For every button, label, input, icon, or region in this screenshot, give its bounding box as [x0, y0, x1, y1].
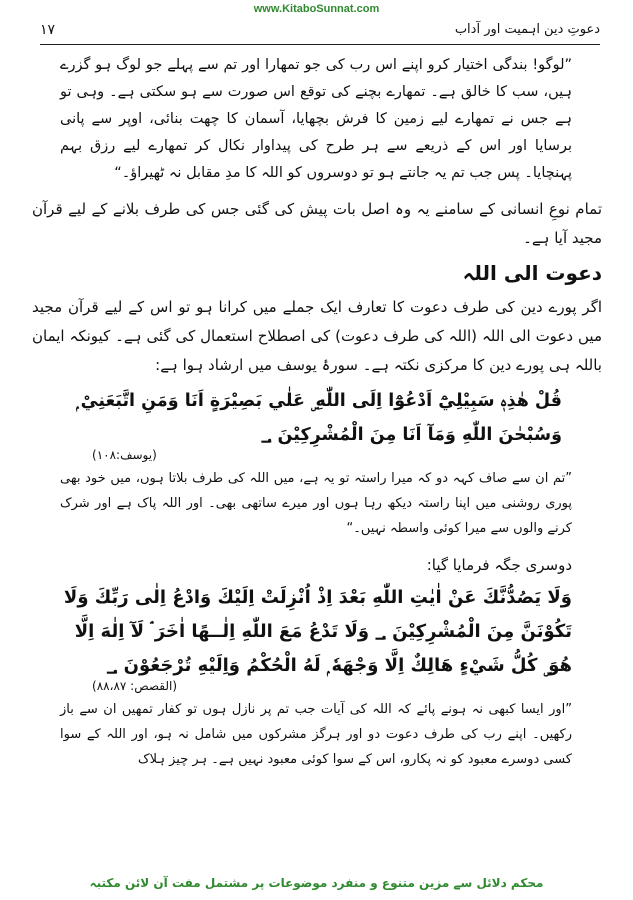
page-content	[32, 52, 602, 772]
header-title: دعوتِ دین اہمیت اور آداب	[454, 22, 600, 37]
intro-2: دوسری جگہ فرمایا گیا:	[426, 556, 572, 574]
paragraph-2: اگر پورے دین کی طرف دعوت کا تعارف ایک جملے میں کرانا ہو تو اس کے لیے قرآن مجید میں دعوت الی اللہ (اللہ کی طرف دعوت) کی اصطلاح استعمال کی گئی ہے۔ کیونکہ ایمان باللہ ہی پورے دین کا مرکزی نکتہ ہے۔ سورۂ یوسف میں ارشاد ہوا ہے:	[32, 298, 602, 374]
paragraph-1: تمام نوعِ انسانی کے سامنے یہ وہ اصل بات پیش کی گئی جس کی طرف بلانے کے لیے قرآن مجید آیا ہے۔	[32, 200, 602, 247]
quoted-translation-1: ”لوگو! بندگی اختیار کرو اپنے اس رب کی جو تمھارا اور تم سے پہلے جو لوگ ہو گزرے ہیں، سب کا خالق ہے۔ تمھارے بچنے کی توقع اس صورت سے ہو سکتی ہے۔ وہی تو ہے جس نے تمھارے لیے زمین کا فرش بچھایا، آسمان کا چھت بنائی، اوپر سے پانی برسایا اور اس کے ذریعے سے ہر طرح کی پیداوار نکال کر تمھارے لیے رزق بہم پہنچایا۔ پس جب تم یہ جانتے ہو تو دوسروں کو اللہ کا مدِ مقابل نہ ٹھیراؤ۔“	[60, 57, 572, 181]
verse-1-reference-text: (یوسف:۱۰۸)	[92, 448, 157, 462]
arabic-verse-2: وَلَا يَصُدُّنَّكَ عَنْ اٰيٰتِ اللّٰهِ بَعْدَ اِذْ اُنْزِلَتْ اِلَيْكَ وَادْعُ اِلٰى رَبِّكَ وَلَا تَكُوْنَنَّ مِنَ الْمُشْرِكِيْنَ ؀ وَلَا تَدْعُ مَعَ اللّٰهِ اِلٰــهًا اٰخَرَ ۘ لَآ اِلٰهَ اِلَّا هُوَ ۣ كُلُّ شَيْءٍ هَالِكٌ اِلَّا وَجْهَهٗ ۭ لَهُ الْحُكْمُ وَاِلَيْهِ تُرْجَعُوْنَ ؀	[63, 587, 572, 676]
translation-2: ”اور ایسا کبھی نہ ہونے پائے کہ اللہ کی آیات جب تم پر نازل ہوں تو کفار تمھیں ان سے باز رکھیں۔ اپنے رب کی طرف دعوت دو اور ہرگز مشرکوں میں شامل نہ ہو، اور اللہ کے سوا کسی دوسرے معبود کو نہ پکارو، اس کے سوا کوئی معبود نہیں ہے۔ ہر چیز ہلاک	[60, 702, 572, 767]
running-header	[40, 22, 600, 45]
footer-tagline: محکم دلائل سے مزین متنوع و منفرد موضوعات پر مشتمل مفت آن لائن مکتبہ	[89, 876, 544, 890]
translation-1: ”تم ان سے صاف کہہ دو کہ میرا راستہ تو یہ ہے، میں اللہ کی طرف بلاتا ہوں، میں خود بھی پوری روشنی میں اپنا راستہ دیکھ رہا ہوں اور میرے ساتھی بھی۔ اور اللہ پاک ہے اور شرک کرنے والوں سے میرا کوئی واسطہ نہیں۔“	[60, 471, 572, 536]
site-url-link[interactable]: www.KitaboSunnat.com	[253, 3, 380, 15]
verse-2-reference-text: (القصص: ۸۸،۸۷)	[92, 679, 178, 693]
section-heading: دعوت الی اللہ	[462, 261, 602, 285]
page-number: ۱۷	[40, 22, 56, 38]
arabic-verse-1: قُلْ هٰذِهٖ سَبِيْلِيْٓ اَدْعُوْٓا اِلَى اللّٰهِ ۣ عَلٰي بَصِيْرَةٍ اَنَا وَمَنِ اتَّبَعَنِيْ ۭ وَسُبْحٰنَ اللّٰهِ وَمَآ اَنَا مِنَ الْمُشْرِكِيْنَ ؀	[76, 391, 562, 445]
